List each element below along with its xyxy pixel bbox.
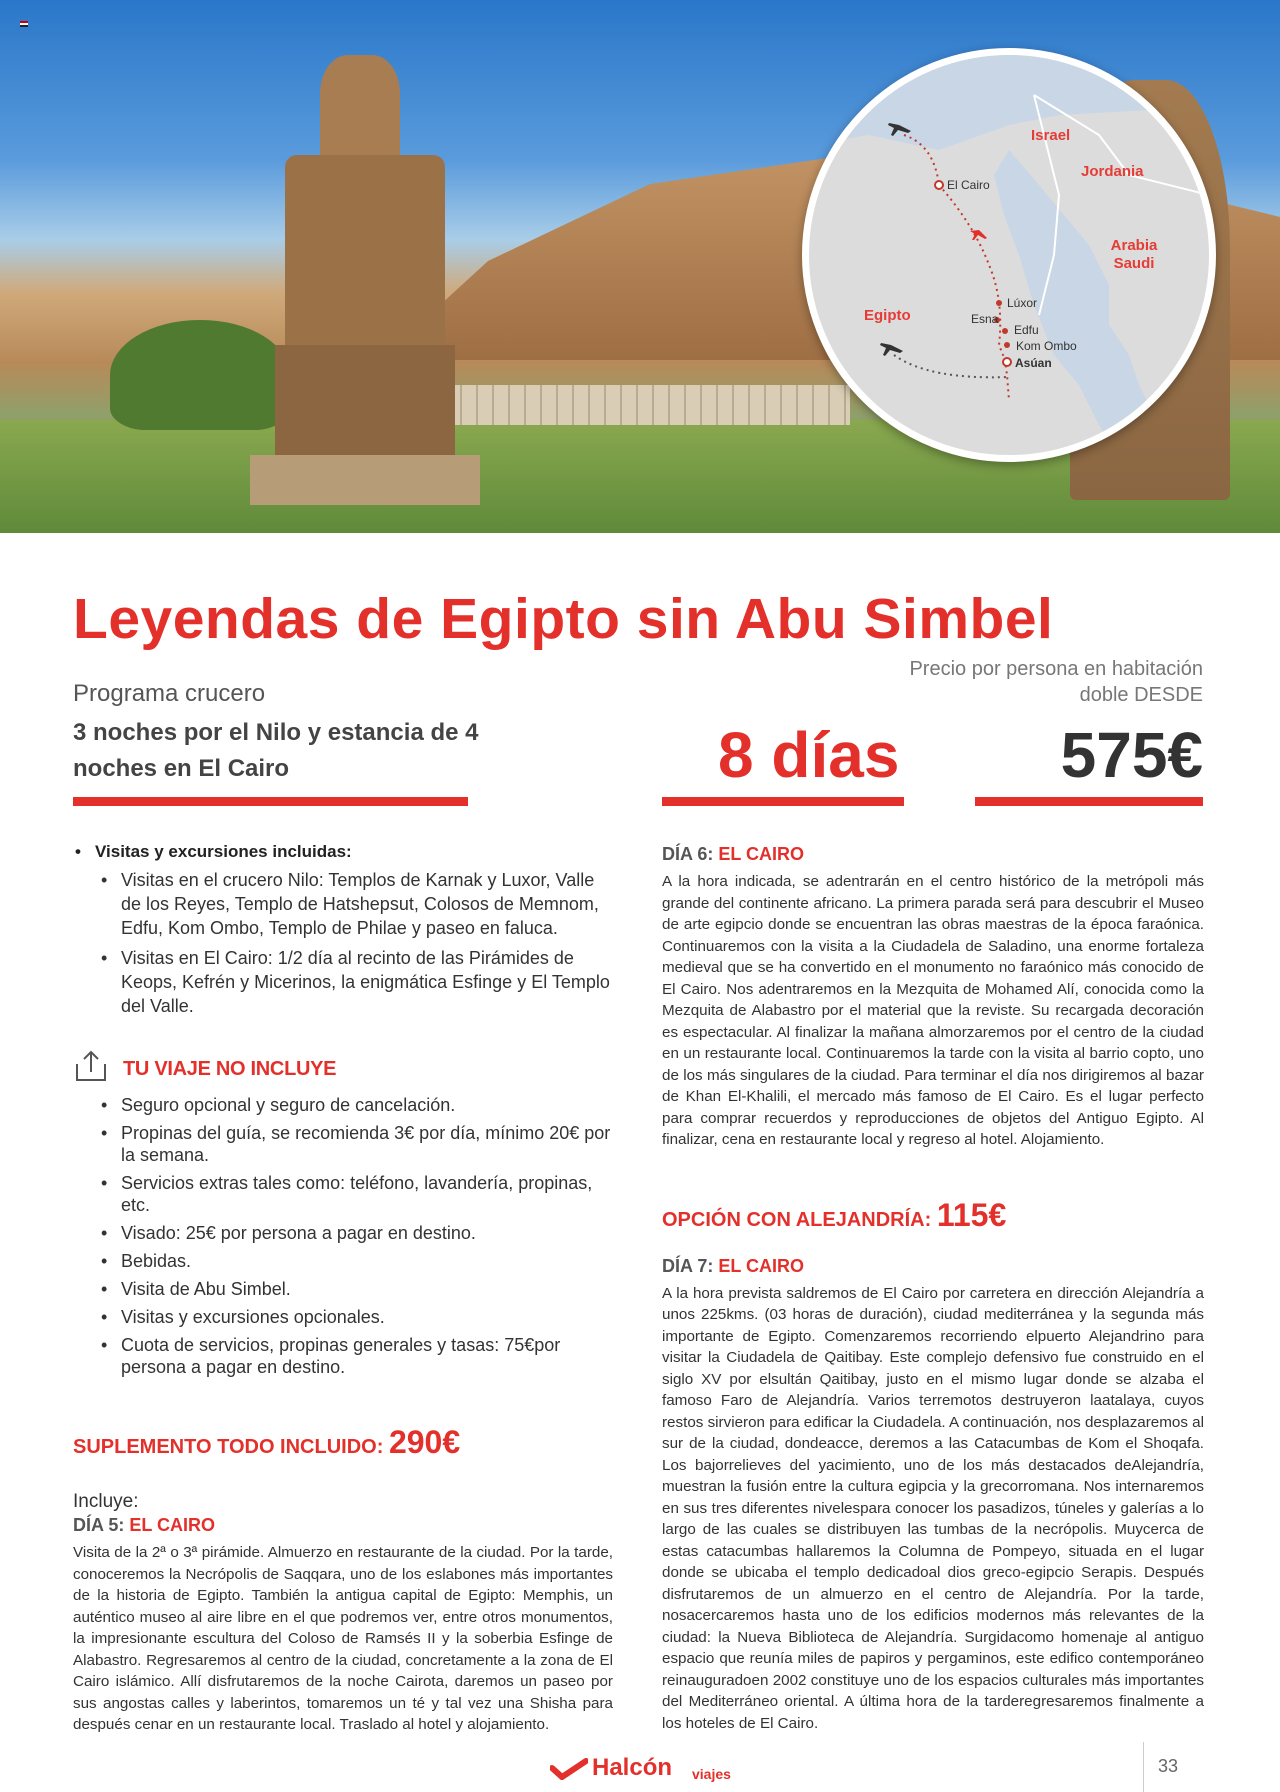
- fence: [430, 385, 850, 425]
- alexandria-amount: 115€: [936, 1196, 1007, 1233]
- left-column: [73, 842, 613, 1736]
- page-number: 33: [1158, 1756, 1179, 1776]
- alexandria-heading: [662, 1197, 1204, 1234]
- map-label-luxor: Lúxor: [1007, 296, 1038, 310]
- trip-duration: 8 días: [718, 719, 900, 791]
- logo-check-icon: [550, 1758, 588, 1780]
- colossus-statue: [265, 55, 465, 495]
- not-included-heading: TU VIAJE NO INCLUYE: [123, 1058, 337, 1080]
- page-title: Leyendas de Egipto sin Abu Simbel: [73, 587, 1054, 651]
- map-label-esna: Esna: [971, 312, 999, 326]
- flag-icon: [20, 21, 28, 27]
- map-label-edfu: Edfu: [1014, 323, 1039, 337]
- includes-item: • Visitas en El Cairo: 1/2 día al recinto de las Pirámides de Keops, Kefrén y Micerinos, la enigmática Esfinge y El Templo del Valle.: [99, 946, 613, 1018]
- day7-place: EL CAIRO: [718, 1255, 805, 1276]
- map-label-el-cairo: El Cairo: [947, 178, 990, 192]
- day6-label: DÍA 6:: [662, 844, 714, 864]
- divider-left: [73, 797, 468, 806]
- price-value: 575€: [1060, 719, 1203, 791]
- day5-text: Visita de la 2ª o 3ª pirámide. Almuerzo en restaurante de la ciudad. Por la tarde, conoceremos la Necrópolis de Saqqara, uno de los eslabones más importantes de la historia de Egipto. También la antigua capital de Egipto: Memphis, un auténtico museo al aire libre en el que podremos ver, entre otros monumentos, la impresionante escultura del Coloso de Ramsés II y la soberbia Esfinge de Alabastro. Regresaremos al centro de la ciudad, concretamente a la zona de El Cairo islámico. Allí disfrutaremos de la noche Cairota, daremos un paseo por sus angostas calles y laberintos, tomaremos un té y tal vez una Shisha para después cenar en un restaurante local. Traslado al hotel y alojamiento.: [73, 1544, 613, 1733]
- includes-item: • Visitas en el crucero Nilo: Templos de Karnak y Luxor, Valle de los Reyes, Templo de Hatshepsut, Colosos de Memnom, Edfu, Kom Ombo, Templo de Philae y paseo en faluca.: [99, 868, 613, 940]
- not-included-item: • Bebidas.: [99, 1250, 613, 1272]
- program-subtitle: 3 noches por el Nilo y estancia de 4 noches en El Cairo: [73, 719, 479, 782]
- map-label-arabia-saudi: Arabia Saudi: [1110, 237, 1158, 272]
- right-column: [662, 842, 1204, 1734]
- page-divider: [1143, 1742, 1144, 1792]
- map-label-israel: Israel: [1031, 127, 1071, 144]
- not-included-item: • Servicios extras tales como: teléfono, lavandería, propinas, etc.: [99, 1172, 613, 1216]
- divider-middle: [662, 797, 904, 806]
- day5-heading: [73, 1515, 613, 1536]
- includes-heading: • Visitas y excursiones incluidas:: [73, 842, 613, 862]
- trees: [110, 320, 290, 430]
- route-map: [802, 48, 1216, 462]
- not-included-header: [73, 1054, 613, 1094]
- supplement-amount: 290€: [388, 1424, 461, 1460]
- day5-label: DÍA 5:: [73, 1515, 125, 1535]
- not-included-item: • Seguro opcional y seguro de cancelación.: [99, 1094, 613, 1116]
- map-label-jordania: Jordania: [1081, 163, 1144, 180]
- divider-right: [975, 797, 1203, 806]
- price-label: Precio por persona en habitación doble DESDE: [909, 658, 1203, 706]
- not-included-item: • Visita de Abu Simbel.: [99, 1278, 613, 1300]
- day7-label: DÍA 7:: [662, 1255, 714, 1276]
- map-label-kom-ombo: Kom Ombo: [1016, 339, 1077, 353]
- hero-image: [0, 0, 1280, 533]
- not-included-item: • Cuota de servicios, propinas generales y tasas: 75€por persona a pagar en destino.: [99, 1334, 613, 1378]
- day5-place: EL CAIRO: [129, 1515, 216, 1535]
- day7-heading: [662, 1256, 1204, 1277]
- supplement-heading: [73, 1424, 613, 1461]
- program-label: Programa crucero: [73, 680, 266, 707]
- share-icon: [73, 1048, 109, 1084]
- map-label-egipto: Egipto: [864, 307, 911, 324]
- supplement-label: SUPLEMENTO TODO INCLUIDO:: [73, 1436, 384, 1458]
- not-included-item: • Visitas y excursiones opcionales.: [99, 1306, 613, 1328]
- day6-text: A la hora indicada, se adentrarán en el centro histórico de la metrópoli más grande del continente africano. La primera parada será para descubrir el Museo de arte egipcio donde se encuentran las obras maestras de la época faraónica. Continuaremos con la visita a la Ciudadela de Saladino, una enorme fortaleza medieval que se ha convertido en el monumento no faraónico más conocido de El Cairo. Nos adentraremos en la Mezquita de Mohamed Alí, conocida como la Mezquita de Alabastro por el material que la reviste. Su recargada decoración es espectacular. Al finalizar la mañana almorzaremos por el centro de la ciudad en un restaurante local. Continuaremos la tarde con la visita al barrio copto, uno de los más singulares de la ciudad. Para terminar el día nos dirigiremos al bazar de Khan El-Khalili, el mercado más famoso de El Cairo. Es el lugar perfecto para comprar recuerdos y reproducciones de objetos del Antiguo Egipto. Al finalizar, cena en restaurante local y regreso al hotel. Alojamiento.: [662, 873, 1204, 1148]
- day6-heading: [662, 844, 1204, 865]
- day7-text: A la hora prevista saldremos de El Cairo por carretera en dirección Alejandría a unos 225kms. (03 horas de duración), ciudad mediterránea y la segunda más importante de Egipto. Comenzaremos recorriendo elpuerto Alejandrino para visitar la Ciudadela de Qaitibay. Este complejo defensivo fue construido en el siglo XV por elsultán Qaitibay, justo en el mismo lugar donde se alzaba el famoso Faro de Alejandría. Varios terremotos destruyeron laatalaya, cuyos restos sirvieron para edificar la Ciudadela. A continuación, nos desplazaremos al sur de la ciudad, dondeacce, deremos a las Catacumbas de Kom el Shoqafa. Los bajorrelieves del yacimiento, uno de los más destacados deAlejandría, muestran la fusión entre la cultura egipcia y la grecorromana. Nos internaremos en sus tres diferentes nivelespara conocer los pasadizos, túneles y galerías a lo largo de las cuales se distribuyen las tumbas de la necrópolis. Muycerca de estas catacumbas hallaremos la Columna de Pompeyo, situada en el lugar donde se ubicaba el templo dedicadoal dios greco-egipcio Serapis. Después disfrutaremos de un almuerzo en el centro de Alejandría. Por la tarde, nosacercaremos hasta uno de los edificios modernos más relevantes de la ciudad: la Nueva Biblioteca de Alejandría. Surgidacomo homenaje al antiguo espacio que reunía miles de papiros y pergaminos, este edifico contemporáneo reinauguradoen 2002 constituye uno de los espacios culturales más importantes del Mediterráneo oriental. A última hora de la tarderegresaremos finalmente a los hoteles de El Cairo.: [662, 1284, 1204, 1732]
- day6-place: EL CAIRO: [718, 844, 805, 864]
- not-included-item: • Visado: 25€ por persona a pagar en destino.: [99, 1222, 613, 1244]
- brand-suffix: viajes: [692, 1766, 731, 1782]
- map-label-asuan: Asúan: [1015, 356, 1052, 370]
- alexandria-label: OPCIÓN CON ALEJANDRÍA:: [662, 1208, 932, 1231]
- includes-label: Incluye:: [73, 1491, 139, 1512]
- not-included-item: • Propinas del guía, se recomienda 3€ por día, mínimo 20€ por la semana.: [99, 1122, 613, 1166]
- brand-name: Halcón: [592, 1754, 673, 1781]
